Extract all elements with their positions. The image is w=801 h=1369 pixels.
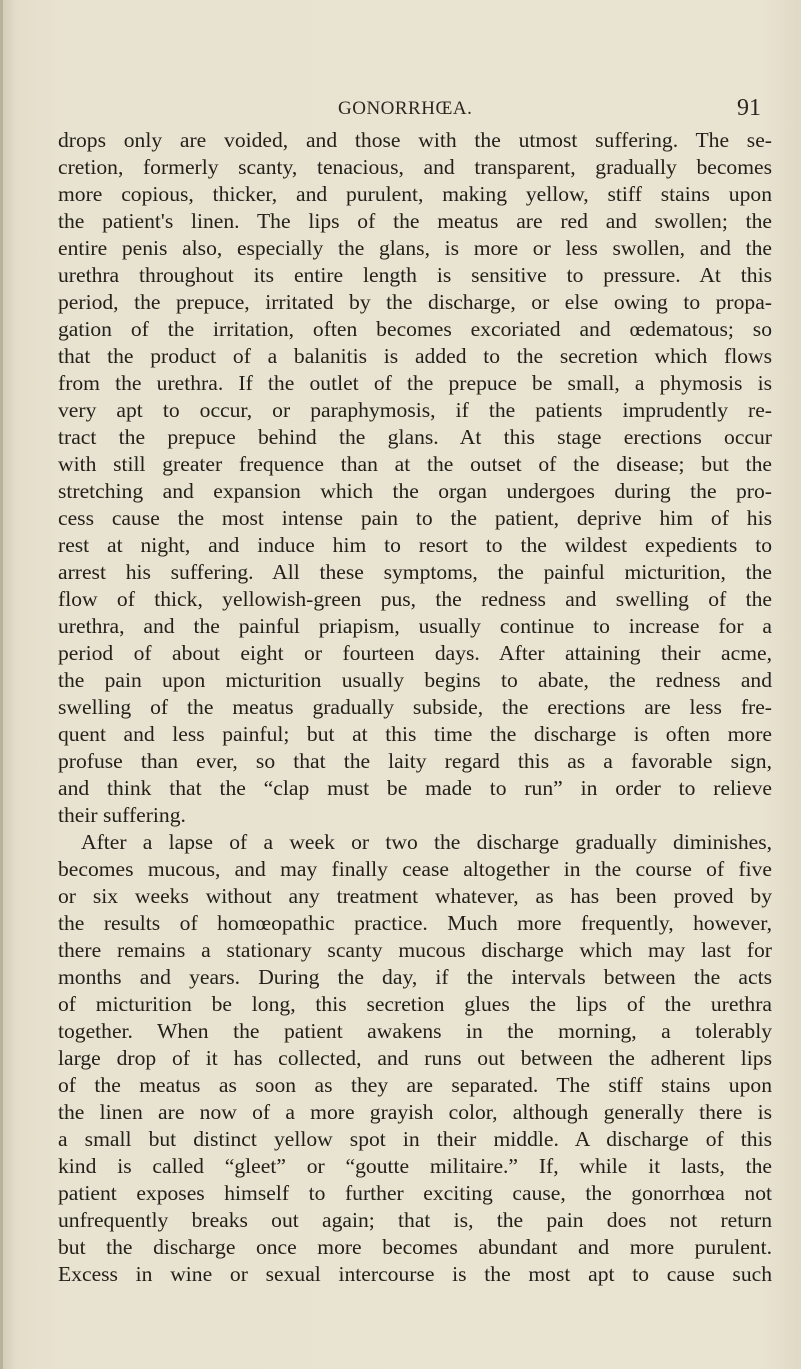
text-line: entire penis also, especially the glans, is more or less swollen, and the [58, 236, 772, 260]
text-line: arrest his suffering. All these symptoms, the painful micturition, the [58, 560, 772, 584]
text-line: or six weeks without any treatment whatever, as has been proved by [58, 884, 772, 908]
text-line: the pain upon micturition usually begins to abate, the redness and [58, 668, 772, 692]
text-line: large drop of it has collected, and runs out between the adherent lips [58, 1046, 772, 1070]
page-number: 91 [737, 95, 761, 121]
text-line: together. When the patient awakens in the morning, a tolerably [58, 1019, 772, 1043]
page-edge-shadow [0, 0, 3, 1369]
text-line: their suffering. [58, 803, 186, 827]
text-line: cretion, formerly scanty, tenacious, and transparent, gradually becomes [58, 155, 772, 179]
text-line: more copious, thicker, and purulent, making yellow, stiff stains upon [58, 182, 772, 206]
text-line: that the product of a balanitis is added to the secretion which flows [58, 344, 772, 368]
text-line: Excess in wine or sexual intercourse is the most apt to cause such [58, 1262, 772, 1286]
text-line: a small but distinct yellow spot in their middle. A discharge of this [58, 1127, 772, 1151]
text-line: patient exposes himself to further exciting cause, the gonorrhœa not [58, 1181, 772, 1205]
page-header [0, 95, 801, 128]
running-head: GONORRHŒA. [338, 98, 473, 119]
text-line: unfrequently breaks out again; that is, the pain does not return [58, 1208, 772, 1232]
text-line: period, the prepuce, irritated by the discharge, or else owing to propa- [58, 290, 772, 314]
text-line: rest at night, and induce him to resort to the wildest expedients to [58, 533, 772, 557]
text-line: of the meatus as soon as they are separated. The stiff stains upon [58, 1073, 772, 1097]
text-line: the linen are now of a more grayish color, although generally there is [58, 1100, 772, 1124]
text-line: from the urethra. If the outlet of the prepuce be small, a phymosis is [58, 371, 772, 395]
text-line: gation of the irritation, often becomes excoriated and œdematous; so [58, 317, 772, 341]
text-line: there remains a stationary scanty mucous discharge which may last for [58, 938, 772, 962]
text-line: drops only are voided, and those with the utmost suffering. The se- [58, 128, 772, 152]
text-line: kind is called “gleet” or “goutte militaire.” If, while it lasts, the [58, 1154, 772, 1178]
text-line: cess cause the most intense pain to the patient, deprive him of his [58, 506, 772, 530]
text-line: urethra throughout its entire length is sensitive to pressure. At this [58, 263, 772, 287]
text-line: very apt to occur, or paraphymosis, if the patients imprudently re- [58, 398, 772, 422]
text-line: months and years. During the day, if the intervals between the acts [58, 965, 772, 989]
text-line: swelling of the meatus gradually subside, the erections are less fre- [58, 695, 772, 719]
text-line: flow of thick, yellowish-green pus, the redness and swelling of the [58, 587, 772, 611]
text-line: of micturition be long, this secretion glues the lips of the urethra [58, 992, 772, 1016]
text-line: profuse than ever, so that the laity regard this as a favorable sign, [58, 749, 772, 773]
text-line: stretching and expansion which the organ undergoes during the pro- [58, 479, 772, 503]
text-line: the patient's linen. The lips of the meatus are red and swollen; the [58, 209, 772, 233]
text-line: the results of homœopathic practice. Much more frequently, however, [58, 911, 772, 935]
text-line: period of about eight or fourteen days. After attaining their acme, [58, 641, 772, 665]
text-line: urethra, and the painful priapism, usually continue to increase for a [58, 614, 772, 638]
text-line: but the discharge once more becomes abundant and more purulent. [58, 1235, 772, 1259]
text-line: and think that the “clap must be made to run” in order to relieve [58, 776, 772, 800]
text-line: tract the prepuce behind the glans. At this stage erections occur [58, 425, 772, 449]
text-line: becomes mucous, and may finally cease altogether in the course of five [58, 857, 772, 881]
text-line: with still greater frequence than at the outset of the disease; but the [58, 452, 772, 476]
text-line: quent and less painful; but at this time the discharge is often more [58, 722, 772, 746]
text-line: After a lapse of a week or two the discharge gradually diminishes, [81, 830, 772, 854]
